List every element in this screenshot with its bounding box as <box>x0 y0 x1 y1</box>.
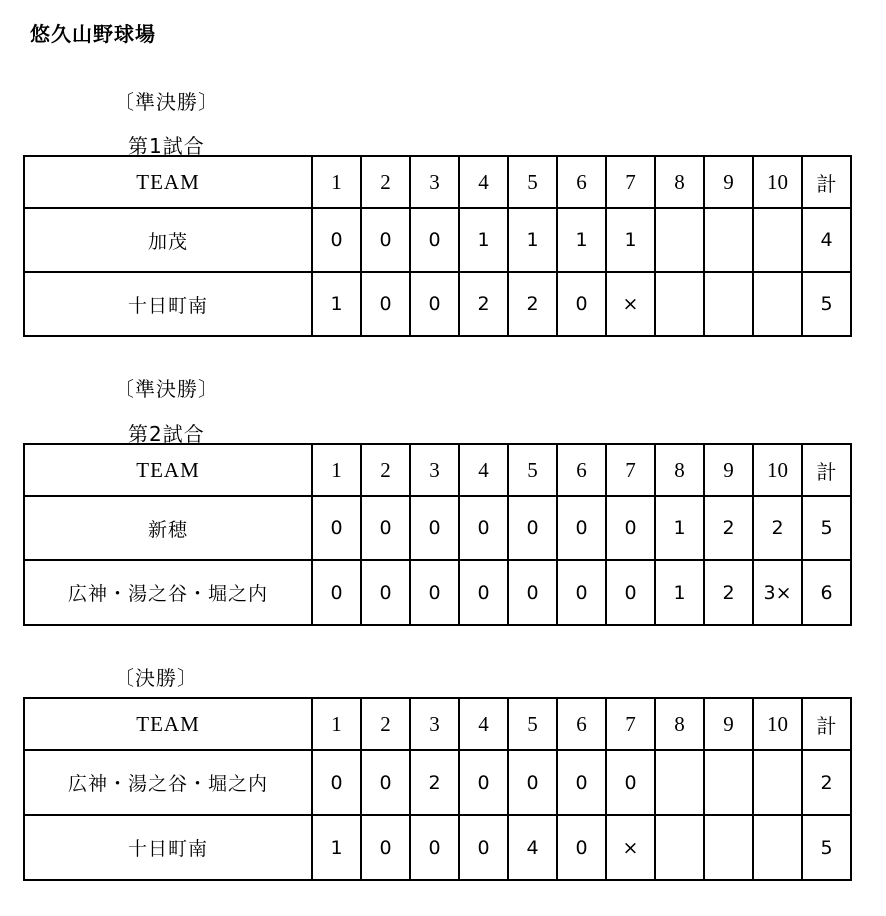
inning-header: 4 <box>459 156 508 208</box>
inning-score <box>655 208 704 272</box>
total-score: 4 <box>802 208 851 272</box>
inning-score: 0 <box>361 750 410 815</box>
inning-header: 7 <box>606 444 655 496</box>
inning-score: 0 <box>361 496 410 560</box>
inning-score: 4 <box>508 815 557 880</box>
inning-score: 0 <box>361 272 410 336</box>
inning-header: 5 <box>508 698 557 750</box>
inning-score: 1 <box>312 272 361 336</box>
team-score-row <box>24 496 851 560</box>
inning-header: 8 <box>655 698 704 750</box>
inning-score <box>753 750 802 815</box>
team-name: 十日町南 <box>24 272 312 336</box>
total-header: 計 <box>802 698 851 750</box>
total-score: 5 <box>802 815 851 880</box>
inning-score: 1 <box>459 208 508 272</box>
team-score-row <box>24 750 851 815</box>
inning-score <box>655 750 704 815</box>
inning-header: 8 <box>655 156 704 208</box>
inning-score: 0 <box>508 750 557 815</box>
inning-score: 0 <box>312 560 361 625</box>
inning-header: 10 <box>753 698 802 750</box>
inning-header: 9 <box>704 698 753 750</box>
inning-header: 1 <box>312 698 361 750</box>
inning-header: 5 <box>508 444 557 496</box>
inning-score: 2 <box>753 496 802 560</box>
inning-score: 0 <box>361 815 410 880</box>
total-score: 5 <box>802 272 851 336</box>
inning-header: 9 <box>704 156 753 208</box>
inning-score: 0 <box>312 750 361 815</box>
inning-score: 0 <box>508 496 557 560</box>
inning-score: 0 <box>606 496 655 560</box>
inning-score: 0 <box>459 496 508 560</box>
total-score: 2 <box>802 750 851 815</box>
inning-score <box>753 208 802 272</box>
team-score-row <box>24 815 851 880</box>
inning-score: 0 <box>410 208 459 272</box>
total-score: 5 <box>802 496 851 560</box>
scoreboard-game-1 <box>23 155 852 337</box>
team-header: TEAM <box>24 156 312 208</box>
inning-score: 1 <box>606 208 655 272</box>
inning-score: 2 <box>410 750 459 815</box>
team-score-row <box>24 208 851 272</box>
inning-score: 3× <box>753 560 802 625</box>
inning-score: 0 <box>606 560 655 625</box>
inning-score: 0 <box>508 560 557 625</box>
team-score-row <box>24 560 851 625</box>
inning-score: 1 <box>557 208 606 272</box>
inning-score: × <box>606 272 655 336</box>
inning-header: 6 <box>557 698 606 750</box>
team-name: 広神・湯之谷・堀之内 <box>24 560 312 625</box>
total-header: 計 <box>802 156 851 208</box>
inning-score: 1 <box>655 496 704 560</box>
inning-header: 8 <box>655 444 704 496</box>
inning-score: 0 <box>606 750 655 815</box>
inning-score: 0 <box>557 560 606 625</box>
inning-score: 1 <box>508 208 557 272</box>
inning-score: 0 <box>312 496 361 560</box>
inning-score: 2 <box>459 272 508 336</box>
inning-header: 10 <box>753 156 802 208</box>
inning-score: 0 <box>361 560 410 625</box>
inning-score: 0 <box>410 815 459 880</box>
inning-score: 0 <box>361 208 410 272</box>
inning-score <box>753 815 802 880</box>
inning-score: 0 <box>410 560 459 625</box>
round-label: 〔準決勝〕 <box>114 377 219 401</box>
inning-score <box>704 208 753 272</box>
inning-score <box>704 815 753 880</box>
inning-score: 0 <box>410 496 459 560</box>
team-name: 加茂 <box>24 208 312 272</box>
inning-score: 0 <box>459 750 508 815</box>
team-header: TEAM <box>24 444 312 496</box>
inning-header: 6 <box>557 444 606 496</box>
match-label: 第2試合 <box>128 422 205 446</box>
scoreboard-game-2 <box>23 443 852 626</box>
team-name: 広神・湯之谷・堀之内 <box>24 750 312 815</box>
inning-score: 2 <box>508 272 557 336</box>
inning-score: 1 <box>312 815 361 880</box>
inning-header: 6 <box>557 156 606 208</box>
inning-score: 2 <box>704 496 753 560</box>
inning-score: 0 <box>557 815 606 880</box>
round-label: 〔決勝〕 <box>114 666 198 690</box>
inning-score: 0 <box>312 208 361 272</box>
inning-score <box>655 815 704 880</box>
inning-score: 0 <box>459 815 508 880</box>
inning-header: 4 <box>459 444 508 496</box>
team-name: 十日町南 <box>24 815 312 880</box>
inning-score: 0 <box>410 272 459 336</box>
inning-score <box>753 272 802 336</box>
team-score-row <box>24 272 851 336</box>
inning-header: 2 <box>361 444 410 496</box>
inning-header: 2 <box>361 156 410 208</box>
venue-title: 悠久山野球場 <box>30 22 156 46</box>
inning-score: 0 <box>557 496 606 560</box>
inning-header: 1 <box>312 444 361 496</box>
inning-header: 9 <box>704 444 753 496</box>
inning-header: 7 <box>606 698 655 750</box>
inning-header: 4 <box>459 698 508 750</box>
round-label: 〔準決勝〕 <box>114 90 219 114</box>
inning-score <box>704 750 753 815</box>
inning-score <box>704 272 753 336</box>
inning-header: 2 <box>361 698 410 750</box>
match-label: 第1試合 <box>128 134 205 158</box>
inning-score: 0 <box>459 560 508 625</box>
total-header: 計 <box>802 444 851 496</box>
inning-score: 2 <box>704 560 753 625</box>
inning-header: 3 <box>410 698 459 750</box>
total-score: 6 <box>802 560 851 625</box>
inning-header: 10 <box>753 444 802 496</box>
inning-header: 1 <box>312 156 361 208</box>
team-header: TEAM <box>24 698 312 750</box>
team-name: 新穂 <box>24 496 312 560</box>
inning-score: 0 <box>557 272 606 336</box>
inning-score <box>655 272 704 336</box>
scoreboard-final <box>23 697 852 881</box>
inning-header: 3 <box>410 444 459 496</box>
inning-header: 3 <box>410 156 459 208</box>
inning-header: 5 <box>508 156 557 208</box>
inning-score: × <box>606 815 655 880</box>
inning-score: 1 <box>655 560 704 625</box>
inning-header: 7 <box>606 156 655 208</box>
inning-score: 0 <box>557 750 606 815</box>
